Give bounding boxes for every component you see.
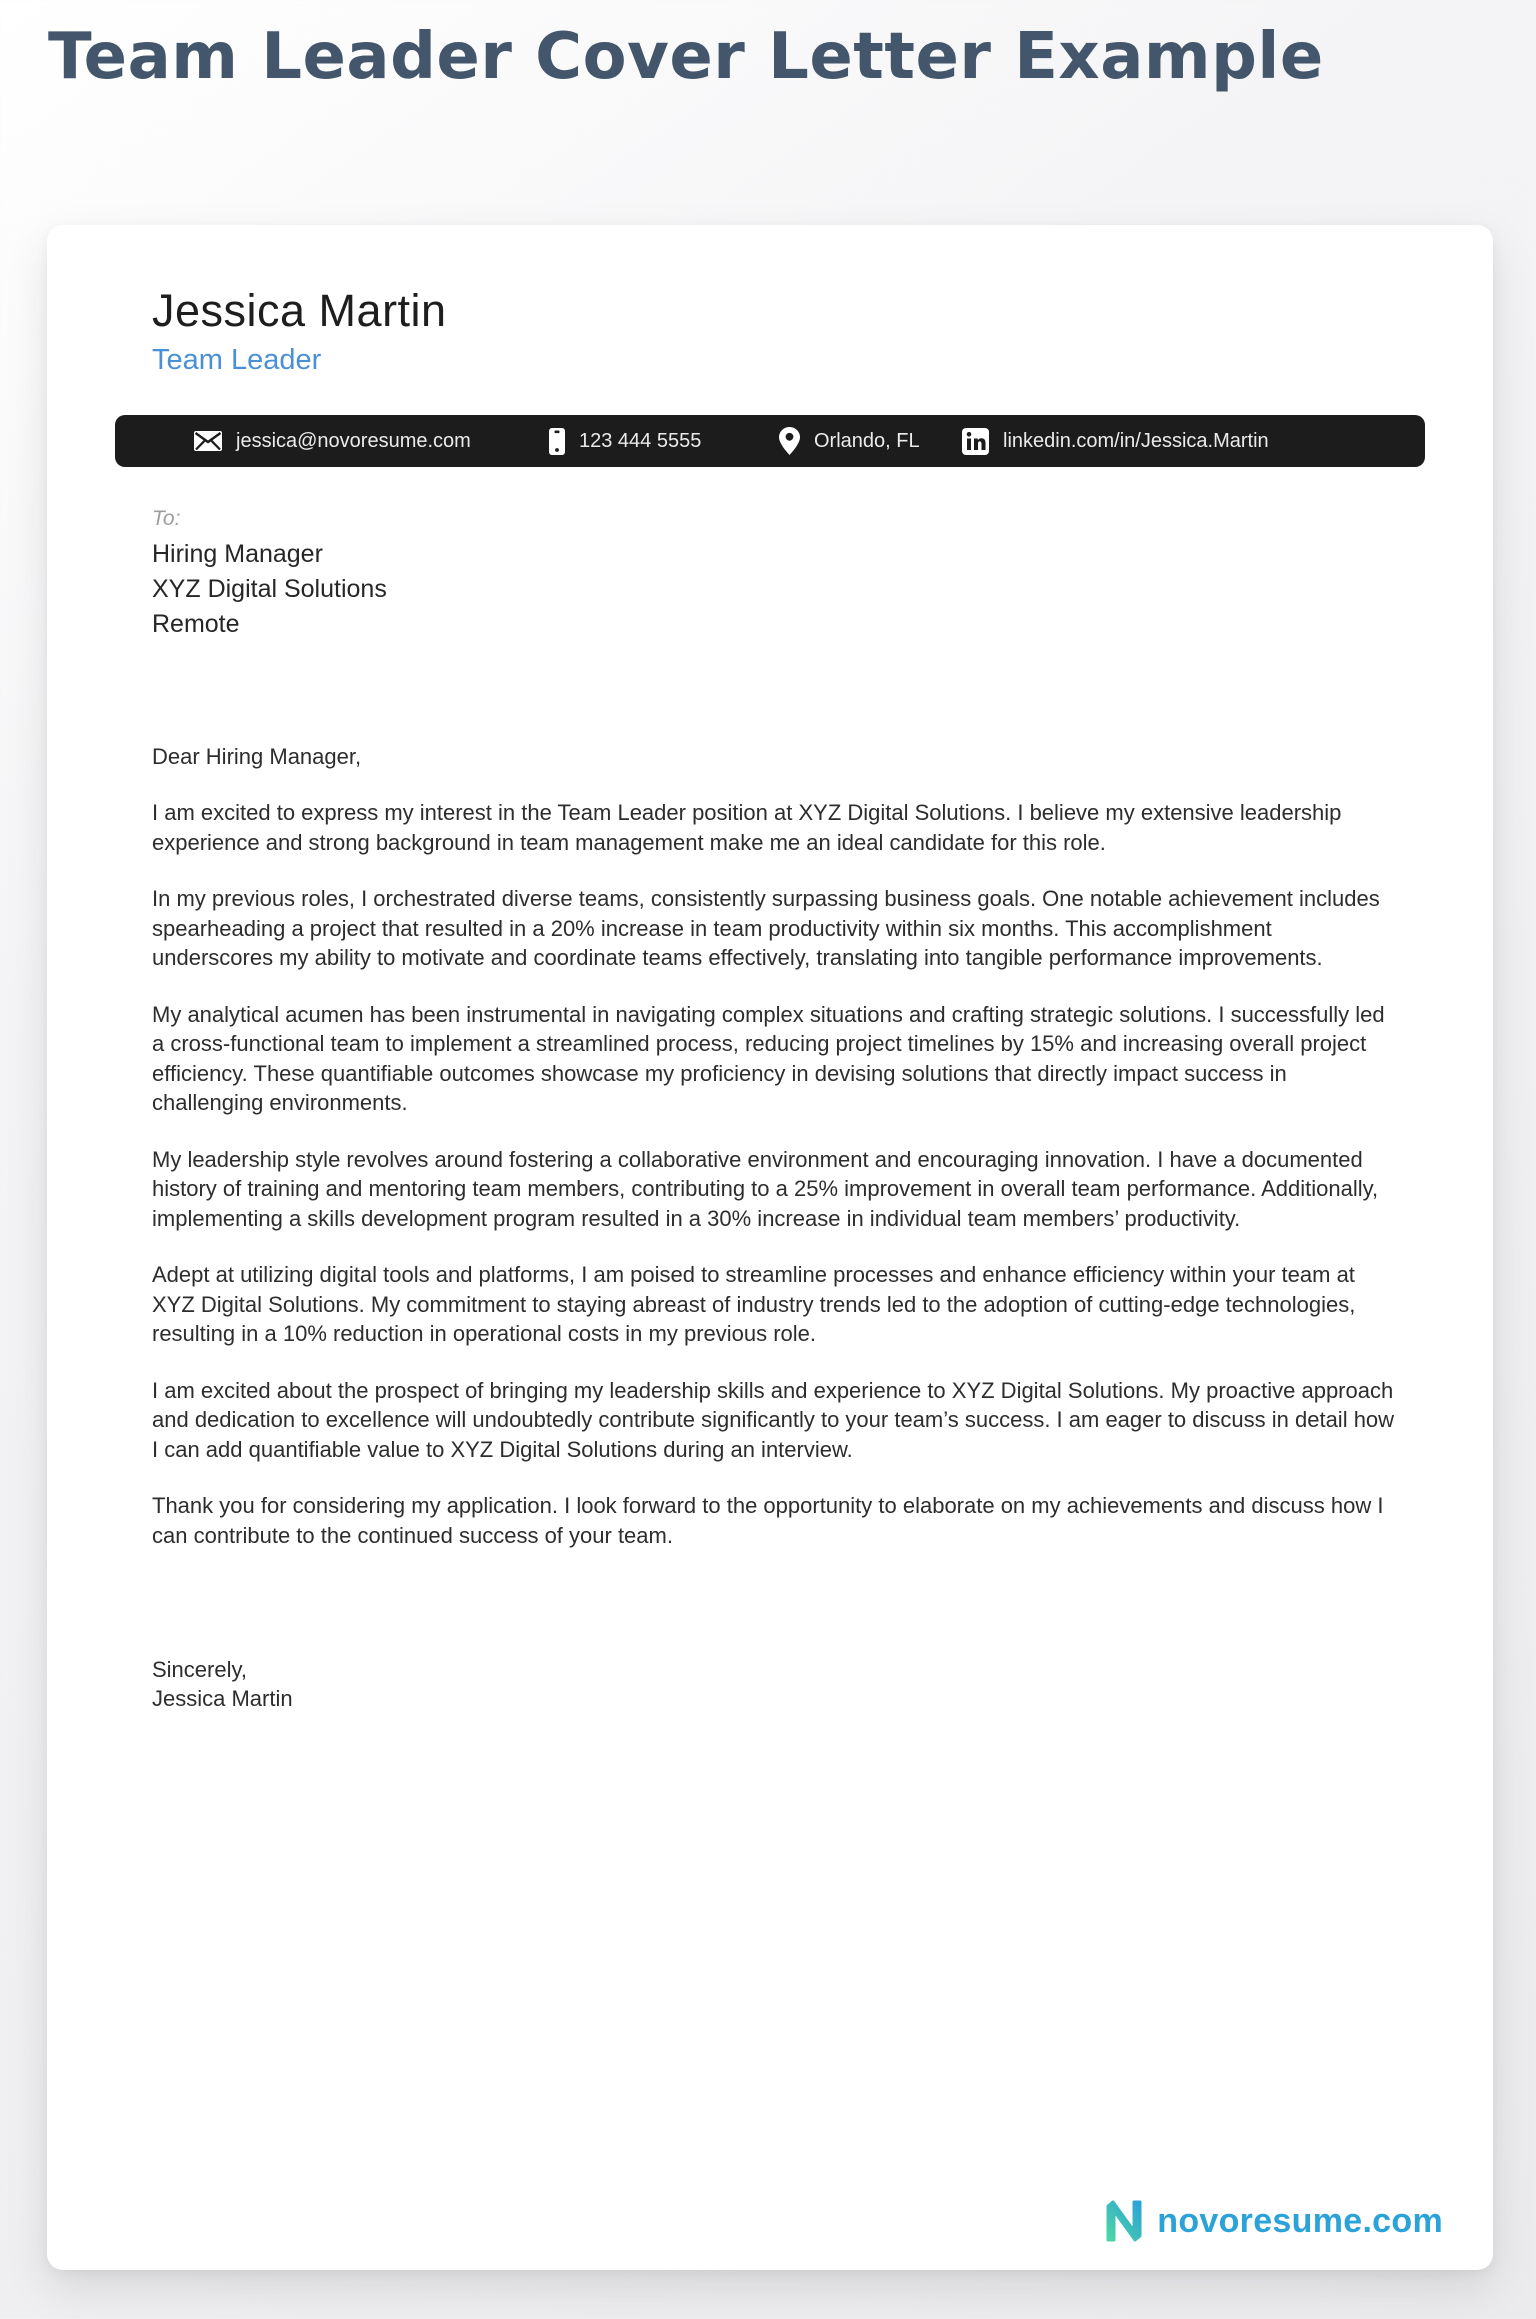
letter-paragraph: My leadership style revolves around fostering a collaborative environment and encouraging innovation. I have a documented history of training and mentoring team members, contributing to a 25% improvement in overall team performance. Additionally, implementing a skills development program resulted in a 30% increase in individual team members’ productivity. xyxy=(152,1146,1379,1231)
cover-letter-card xyxy=(47,225,1493,2270)
signature: Jessica Martin xyxy=(152,1686,293,1711)
contact-email-text: jessica@novoresume.com xyxy=(236,429,471,452)
letter-paragraph: My analytical acumen has been instrumental in navigating complex situations and crafting strategic solutions. I successfully led a cross-functional team to implement a streamlined process, reducing project timelines by 15% and increasing overall project efficiency. These quantifiable outcomes showcase my proficiency in devising solutions that directly impact success in challenging environments. xyxy=(152,1001,1385,1115)
contact-linkedin-text: linkedin.com/in/Jessica.Martin xyxy=(1003,429,1269,452)
contact-linkedin[interactable] xyxy=(962,415,1269,467)
brand-text: novoresume.com xyxy=(1157,2201,1443,2240)
contact-location xyxy=(779,415,920,467)
contact-bar xyxy=(115,415,1425,467)
page xyxy=(0,20,1536,2240)
page-title: Team Leader Cover Letter Example xyxy=(48,20,1324,94)
letter-paragraph: I am excited about the prospect of bringing my leadership skills and experience to XYZ Digital Solutions. My proactive approach and dedication to excellence will undoubtedly contribute significantly to your team’s success. I am eager to discuss in detail how I can add quantifiable value to XYZ Digital Solutions during an interview. xyxy=(152,1377,1395,1462)
linkedin-icon xyxy=(962,428,989,455)
contact-location-text: Orlando, FL xyxy=(814,429,920,452)
candidate-name: Jessica Martin xyxy=(152,285,447,336)
location-pin-icon xyxy=(779,427,800,455)
letter-paragraph: Adept at utilizing digital tools and platforms, I am poised to streamline processes and enhance efficiency within your team at XYZ Digital Solutions. My commitment to staying abreast of industry trends led to the adoption of cutting-edge technologies, resulting in a 10% reduction in operational costs in my previous role. xyxy=(152,1262,1356,1346)
recipient-location: Remote xyxy=(152,610,240,638)
valediction: Sincerely, xyxy=(152,1657,247,1682)
email-icon xyxy=(194,431,222,451)
contact-email[interactable] xyxy=(194,415,471,467)
recipient-block xyxy=(152,507,1493,642)
recipient-name: Hiring Manager xyxy=(152,540,323,568)
letter-paragraph: I am excited to express my interest in the Team Leader position at XYZ Digital Solutions. I believe my extensive leadership experience and strong background in team management make me an ideal candidate for this role. xyxy=(152,800,1342,855)
salutation: Dear Hiring Manager, xyxy=(152,744,362,769)
letter-paragraph: Thank you for considering my application. I look forward to the opportunity to elaborate on my achievements and discuss how I can contribute to the continued success of your team. xyxy=(152,1493,1384,1548)
closing-block xyxy=(152,1655,1493,1713)
letter-paragraph: In my previous roles, I orchestrated diverse teams, consistently surpassing business goals. One notable achievement includes spearheading a project that resulted in a 20% increase in team productivity within six months. This accomplishment underscores my ability to motivate and coordinate teams effectively, translating into tangible performance improvements. xyxy=(152,886,1380,970)
phone-icon xyxy=(549,428,565,455)
novoresume-n-logo-icon xyxy=(1101,2198,1147,2244)
brand-logo[interactable] xyxy=(1101,2198,1443,2244)
recipient-company: XYZ Digital Solutions xyxy=(152,575,387,603)
contact-phone-text: 123 444 5555 xyxy=(579,429,702,452)
contact-phone xyxy=(549,415,701,467)
recipient-to-label: To: xyxy=(152,507,181,530)
candidate-job-title: Team Leader xyxy=(152,344,322,376)
